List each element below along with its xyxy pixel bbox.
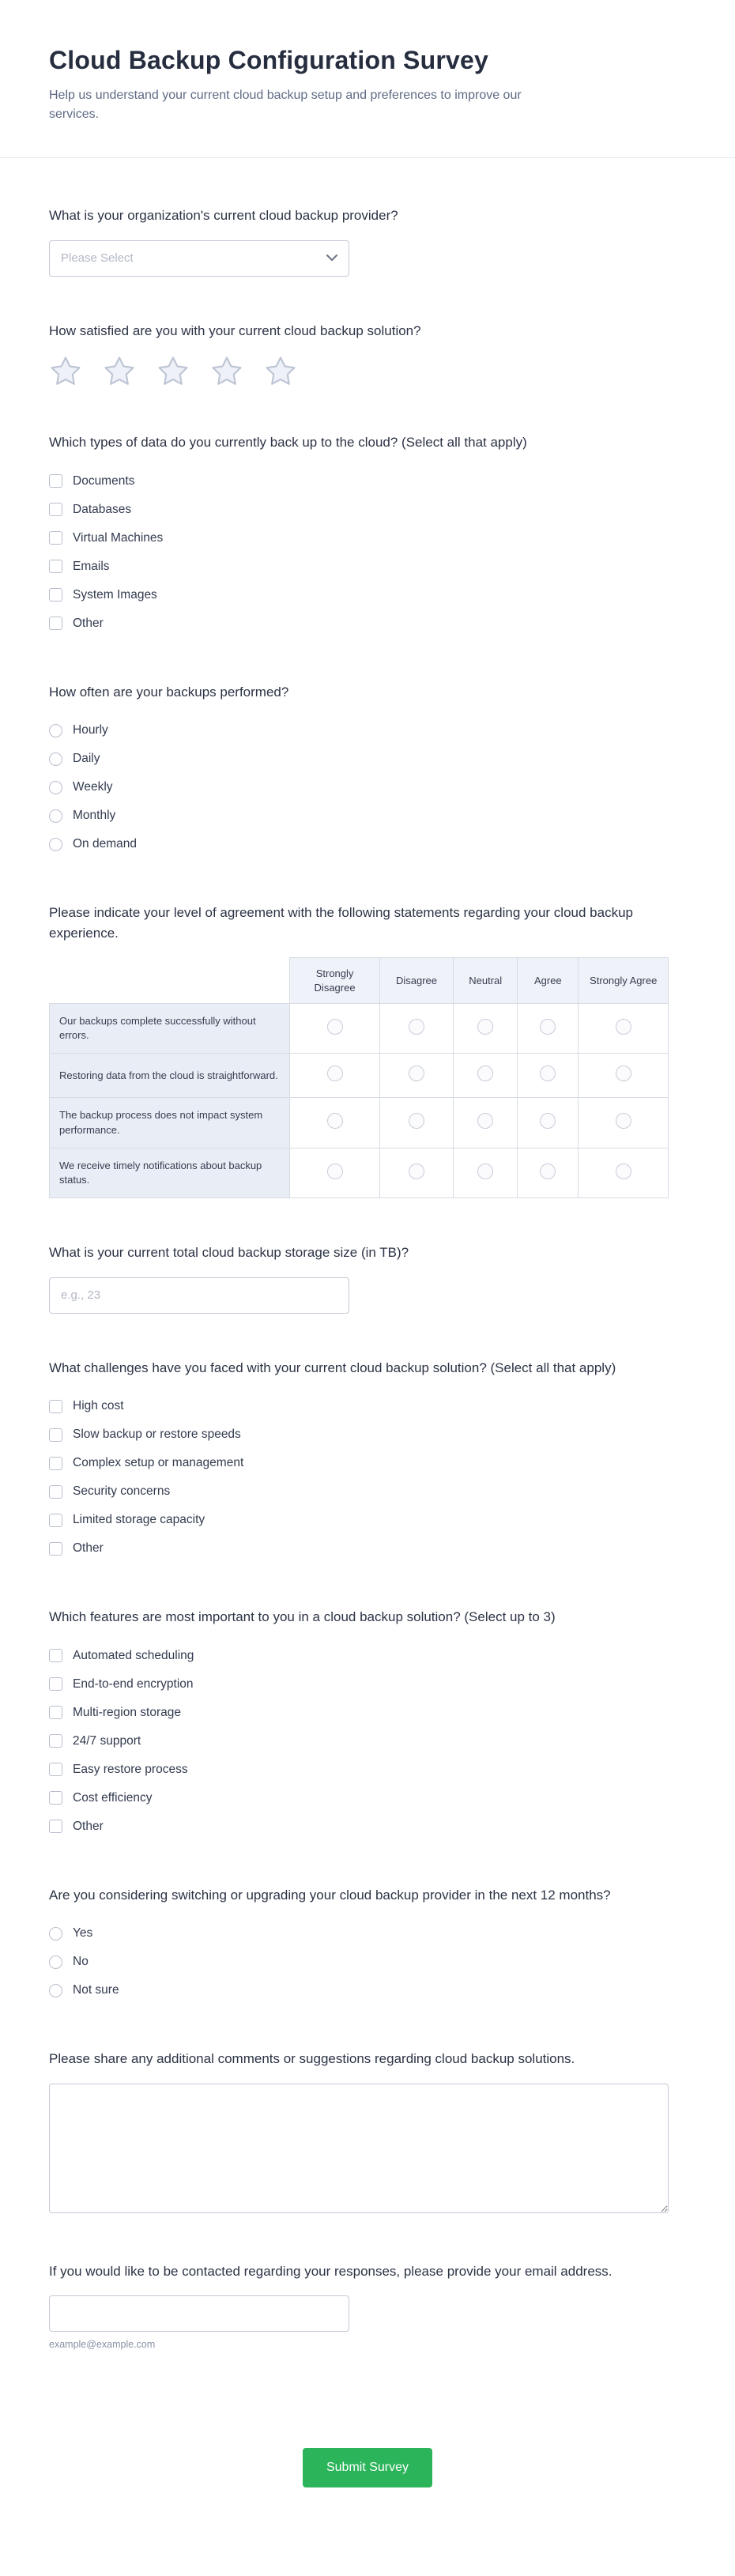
matrix-radio-icon[interactable] — [409, 1164, 424, 1179]
matrix-radio-icon[interactable] — [477, 1164, 493, 1179]
checkbox-option[interactable] — [49, 1699, 181, 1727]
matrix-cell[interactable] — [379, 1098, 453, 1148]
radio-group — [49, 716, 686, 858]
checkbox-icon[interactable] — [49, 588, 62, 602]
matrix-row-label: Restoring data from the cloud is straightforward. — [50, 1054, 290, 1098]
checkbox-option[interactable] — [49, 1642, 194, 1670]
star-icon[interactable] — [264, 355, 297, 388]
matrix-radio-icon[interactable] — [409, 1113, 424, 1129]
matrix-cell[interactable] — [579, 1098, 669, 1148]
option-label: Yes — [73, 1926, 93, 1940]
matrix-radio-icon[interactable] — [327, 1113, 343, 1129]
star-icon[interactable] — [210, 355, 243, 388]
email-hint: example@example.com — [49, 2339, 156, 2351]
matrix-radio-icon[interactable] — [540, 1019, 556, 1035]
checkbox-icon[interactable] — [49, 1734, 62, 1748]
checkbox-icon[interactable] — [49, 1400, 62, 1413]
matrix-cell[interactable] — [454, 1148, 518, 1197]
matrix-radio-icon[interactable] — [616, 1164, 631, 1179]
question-label: How often are your backups performed? — [49, 684, 289, 700]
matrix-row-label: We receive timely notifications about backup status. — [50, 1148, 290, 1197]
question-email — [49, 2261, 686, 2351]
page-subtitle: Help us understand your current cloud backup setup and preferences to improve our services. — [49, 89, 522, 121]
matrix-radio-icon[interactable] — [327, 1065, 343, 1081]
question-frequency — [49, 682, 686, 859]
checkbox-option[interactable] — [49, 496, 131, 524]
question-label: Please share any additional comments or suggestions regarding cloud backup solutions. — [49, 2051, 575, 2067]
question-label: If you would like to be contacted regarding your responses, please provide your email address. — [49, 2263, 612, 2279]
page-title: Cloud Backup Configuration Survey — [49, 46, 488, 74]
email-field[interactable] — [49, 2295, 349, 2332]
matrix-cell[interactable] — [379, 1148, 453, 1197]
checkbox-icon[interactable] — [49, 1677, 62, 1691]
radio-option[interactable] — [49, 1976, 119, 2005]
radio-option[interactable] — [49, 801, 115, 830]
checkbox-option[interactable] — [49, 1506, 205, 1534]
checkbox-option[interactable] — [49, 1784, 153, 1812]
matrix-column-header: Strongly Disagree — [290, 958, 380, 1004]
checkbox-option[interactable] — [49, 524, 163, 553]
question-provider — [49, 206, 686, 277]
option-label: Limited storage capacity — [73, 1513, 205, 1527]
matrix-radio-icon[interactable] — [540, 1065, 556, 1081]
option-label: Databases — [73, 502, 132, 516]
star-icon[interactable] — [103, 355, 136, 388]
form-body — [0, 158, 735, 2350]
matrix-radio-icon[interactable] — [477, 1113, 493, 1129]
matrix-column-header: Neutral — [454, 958, 518, 1004]
checkbox-icon[interactable] — [49, 560, 62, 573]
option-label: Weekly — [73, 780, 113, 794]
radio-icon[interactable] — [49, 838, 62, 851]
matrix-row-label: The backup process does not impact system performance. — [50, 1098, 290, 1148]
question-switching — [49, 1885, 686, 2005]
matrix-row — [50, 1098, 669, 1148]
checkbox-option[interactable] — [49, 1534, 104, 1563]
checkbox-icon[interactable] — [49, 1706, 62, 1719]
question-label: Are you considering switching or upgrading your cloud backup provider in the next 12 months? — [49, 1887, 611, 1903]
option-label: Monthly — [73, 809, 116, 822]
option-label: 24/7 support — [73, 1733, 141, 1748]
option-label: Complex setup or management — [73, 1456, 244, 1470]
matrix-row — [50, 1054, 669, 1098]
question-data-types — [49, 432, 686, 638]
checkbox-option[interactable] — [49, 1392, 124, 1420]
matrix-cell[interactable] — [579, 1004, 669, 1054]
question-storage-size — [49, 1243, 686, 1314]
checkbox-icon[interactable] — [49, 531, 62, 545]
question-label: Which types of data do you currently back up to the cloud? (Select all that apply) — [49, 435, 527, 450]
option-label: Daily — [73, 752, 100, 765]
question-challenges — [49, 1358, 686, 1563]
checkbox-icon[interactable] — [49, 1514, 62, 1527]
question-agreement-matrix — [49, 903, 686, 1198]
checkbox-option[interactable] — [49, 581, 157, 609]
radio-icon[interactable] — [49, 1984, 62, 1997]
question-label: What is your current total cloud backup storage size (in TB)? — [49, 1245, 409, 1261]
matrix-radio-icon[interactable] — [327, 1019, 343, 1035]
checkbox-option[interactable] — [49, 1727, 141, 1756]
checkbox-option[interactable] — [49, 1449, 243, 1477]
matrix-cell[interactable] — [518, 1004, 579, 1054]
matrix-cell[interactable] — [290, 1004, 380, 1054]
checkbox-icon[interactable] — [49, 1649, 62, 1662]
matrix-row — [50, 1004, 669, 1054]
checkbox-group — [49, 1392, 686, 1563]
matrix-column-header: Agree — [518, 958, 579, 1004]
checkbox-icon[interactable] — [49, 617, 62, 630]
question-label: How satisfied are you with your current cloud backup solution? — [49, 322, 421, 338]
checkbox-icon[interactable] — [49, 474, 62, 488]
radio-icon[interactable] — [49, 724, 62, 737]
comments-textarea[interactable] — [49, 2084, 669, 2213]
question-label: Please indicate your level of agreement with the following statements regarding your cloud backup experience. — [49, 905, 633, 941]
matrix-cell[interactable] — [290, 1098, 380, 1148]
option-label: Slow backup or restore speeds — [73, 1428, 241, 1442]
option-label: Not sure — [73, 1983, 119, 1997]
matrix-radio-icon[interactable] — [477, 1065, 493, 1081]
option-label: Documents — [73, 473, 135, 488]
matrix-cell[interactable] — [379, 1004, 453, 1054]
checkbox-option[interactable] — [49, 1477, 170, 1506]
matrix-radio-icon[interactable] — [540, 1164, 556, 1179]
matrix-cell[interactable] — [379, 1054, 453, 1098]
option-label: Emails — [73, 559, 110, 573]
checkbox-icon[interactable] — [49, 1457, 62, 1470]
option-label: High cost — [73, 1399, 124, 1413]
option-label: Hourly — [73, 723, 108, 737]
star-icon[interactable] — [49, 355, 82, 388]
matrix-radio-icon[interactable] — [540, 1113, 556, 1129]
radio-option[interactable] — [49, 1919, 92, 1948]
matrix-cell[interactable] — [518, 1098, 579, 1148]
question-label: Which features are most important to you in a cloud backup solution? (Select up to 3) — [49, 1609, 556, 1625]
storage-size-input[interactable] — [49, 1277, 349, 1314]
matrix-cell[interactable] — [518, 1054, 579, 1098]
provider-select[interactable] — [49, 240, 349, 277]
star-rating — [49, 355, 686, 388]
checkbox-group — [49, 1642, 686, 1841]
option-label: End-to-end encryption — [73, 1676, 194, 1691]
matrix-row-label: Our backups complete successfully without errors. — [50, 1004, 290, 1054]
question-comments — [49, 2049, 686, 2217]
matrix-radio-icon[interactable] — [409, 1019, 424, 1035]
radio-icon[interactable] — [49, 1956, 62, 1969]
checkbox-option[interactable] — [49, 1756, 188, 1784]
matrix-cell[interactable] — [454, 1098, 518, 1148]
question-label: What is your organization's current cloud backup provider? — [49, 208, 398, 223]
radio-option[interactable] — [49, 716, 108, 745]
chevron-down-icon — [326, 255, 337, 262]
option-label: Other — [73, 1541, 104, 1556]
matrix-header-row — [50, 958, 669, 1004]
matrix-cell[interactable] — [579, 1148, 669, 1197]
question-label: What challenges have you faced with your current cloud backup solution? (Select all that apply) — [49, 1360, 616, 1375]
matrix-cell[interactable] — [518, 1148, 579, 1197]
option-label: Multi-region storage — [73, 1705, 181, 1719]
star-icon[interactable] — [156, 355, 190, 388]
matrix-radio-icon[interactable] — [477, 1019, 493, 1035]
option-label: Automated scheduling — [73, 1648, 194, 1662]
matrix-radio-icon[interactable] — [616, 1019, 631, 1035]
option-label: Cost efficiency — [73, 1790, 153, 1805]
matrix-row — [50, 1148, 669, 1197]
option-label: Easy restore process — [73, 1762, 188, 1776]
radio-icon[interactable] — [49, 752, 62, 766]
option-label: Other — [73, 616, 104, 630]
radio-icon[interactable] — [49, 809, 62, 823]
matrix-radio-icon[interactable] — [327, 1164, 343, 1179]
checkbox-icon[interactable] — [49, 1763, 62, 1776]
form-header — [0, 0, 735, 158]
checkbox-option[interactable] — [49, 1670, 194, 1699]
checkbox-icon[interactable] — [49, 1485, 62, 1499]
option-label: System Images — [73, 587, 157, 602]
agreement-matrix — [49, 957, 669, 1198]
matrix-corner — [50, 958, 290, 1004]
checkbox-option[interactable] — [49, 1812, 104, 1841]
matrix-cell[interactable] — [290, 1054, 380, 1098]
matrix-radio-icon[interactable] — [409, 1065, 424, 1081]
matrix-cell[interactable] — [290, 1148, 380, 1197]
checkbox-option[interactable] — [49, 467, 134, 496]
checkbox-icon[interactable] — [49, 1542, 62, 1556]
option-label: No — [73, 1955, 89, 1969]
checkbox-icon[interactable] — [49, 1428, 62, 1442]
radio-option[interactable] — [49, 1948, 89, 1976]
matrix-cell[interactable] — [454, 1054, 518, 1098]
matrix-radio-icon[interactable] — [616, 1065, 631, 1081]
radio-option[interactable] — [49, 773, 113, 801]
option-label: Security concerns — [73, 1484, 171, 1499]
matrix-column-header: Disagree — [379, 958, 453, 1004]
radio-group — [49, 1919, 686, 2005]
matrix-cell[interactable] — [454, 1004, 518, 1054]
question-satisfaction — [49, 321, 686, 389]
matrix-column-header: Strongly Agree — [579, 958, 669, 1004]
option-label: On demand — [73, 837, 137, 850]
checkbox-option[interactable] — [49, 609, 104, 638]
question-features — [49, 1607, 686, 1841]
checkbox-option[interactable] — [49, 553, 110, 581]
submit-button[interactable]: Submit Survey — [303, 2448, 432, 2487]
matrix-radio-icon[interactable] — [616, 1113, 631, 1129]
radio-option[interactable] — [49, 745, 100, 773]
radio-icon[interactable] — [49, 1927, 62, 1940]
checkbox-icon[interactable] — [49, 1820, 62, 1833]
checkbox-option[interactable] — [49, 1420, 241, 1449]
select-value: Please Select — [61, 251, 134, 265]
option-label: Other — [73, 1819, 104, 1833]
checkbox-icon[interactable] — [49, 1791, 62, 1805]
checkbox-icon[interactable] — [49, 503, 62, 516]
radio-option[interactable] — [49, 830, 137, 858]
checkbox-group — [49, 467, 686, 638]
matrix-cell[interactable] — [579, 1054, 669, 1098]
radio-icon[interactable] — [49, 781, 62, 794]
submit-row — [0, 2394, 735, 2576]
option-label: Virtual Machines — [73, 530, 164, 545]
